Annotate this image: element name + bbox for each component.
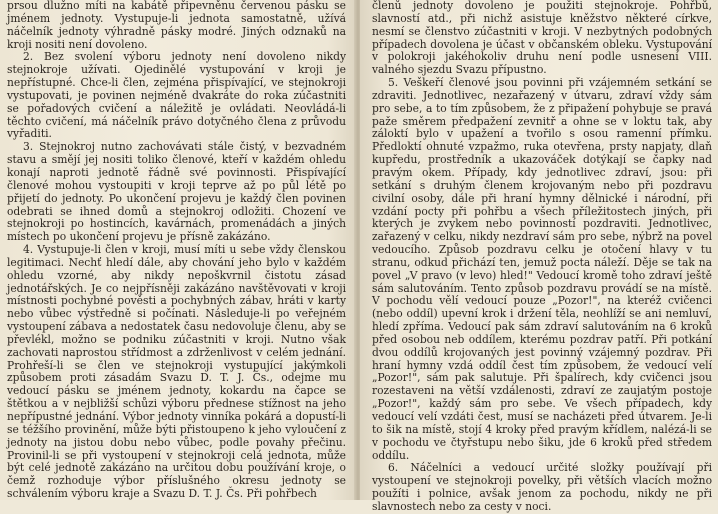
left-paragraph-4: 4. Vystupuje-li člen v kroji, musí míti u sebe vždy členskou legitimaci. Nechť hledí dále, aby chování jeho bylo v každém ohledu vzorné, aby nikdy nepoškvrnil čistotu zásad jednotářských. Je co nejpřísněji zakázáno navštěvovati v kroji místnosti pochybné pověsti a pochybných zábav, hráti v karty nebo vůbec výstředně si počínati. Následuje-li po veřejném vystoupení zábava a nedostatek času nedovoluje členu, aby se převlékl, možno se podniku zúčastniti v kroji. Nutno však zachovati naprostou střídmost a zdrženlivost v celém jednání. Prohřeší-li se člen ve stejnokroji vystupující jakýmkoli způsobem proti zásadám Svazu D. T. J. Čs., odejme mu vedoucí pásku se jménem jednoty, kokardu na čapce se štětkou a v nejbližší schůzi výboru přednese stížnost na jeho nepřípustné jednání. Výbor jednoty vinníka pokárá a dopustí-li se téžšího provinění, může býti přistoupeno k jeho vyloučení z jednoty na jistou dobu nebo vůbec, podle povahy přečinu. Provinil-li se při vystoupení v stejnokroji celá jednota, může být celé jednotě zakázáno na určitou dobu používání kroje, o čemž rozhoduje výbor příslušného okresu jednoty se schválením výboru kraje a Svazu D. T. J. Čs. Při pohřbech — [7, 243, 346, 501]
left-paragraph-3: 3. Stejnokroj nutno zachovávati stále čistý, v bezvadném stavu a smějí jej nositi toliko členové, kteří v každém ohledu konají naproti jednotě řádně své povinnosti. Přispívající členové mohou vystoupiti v kroji teprve až po půl létě po přijetí do jednoty. Po ukončení projevu je každý člen povinen odebrati se ihned domů a stejnokroj odložiti. Chození ve stejnokroji po hostincích, kavárnách, promenádách a jiných místech po ukončení projevu je přísně zakázáno. — [7, 140, 346, 244]
left-paragraph-continuation: prsou dlužno míti na kabátě připevněnu červenou pásku se jménem jednoty. Vystupuje-li jednota samostatně, užívá náčelník jednoty výhradně pásky modré. Jiných odznaků na kroji nositi není dovoleno. — [7, 0, 346, 51]
left-page — [0, 0, 356, 500]
right-paragraph-continuation: členů jednoty dovoleno je použiti stejnokroje. Pohřbů, slavností atd., při nichž asistuje kněžstvo některé církve, nesmí se členstvo zúčastniti v kroji. V nezbytných podobných případech dovolena je účast v občanském obleku. Vystupování v polokroji jakéhokoliv druhu není podle usnesení VIII. valného sjezdu Svazu přípustno. — [372, 0, 712, 77]
right-page — [360, 0, 718, 513]
left-paragraph-2: 2. Bez svolení výboru jednoty není dovoleno nikdy stejnokroje užívati. Ojedinělé vystupování v kroji je nepřístupné. Chce-li člen, zejména přispívající, ve stejnokroji vystupovati, je povinen nejméně dvakráte do roka zúčastniti se pořadových cvičení a náležitě je ovládati. Neovládá-li těchto cvičení, má náčelník právo dotyčného člena z průvodu vyřaditi. — [7, 50, 346, 141]
right-paragraph-5: 5. Veškeří členové jsou povinni při vzájemném setkání se zdraviti. Jednotlivec, nezařazený v útvaru, zdraví vždy sám pro sebe, a to tím způsobem, že z připažení pohybuje se pravá paže směrem předpažení zevnitř a ohne se v loktu tak, aby záloktí bylo v upažení a tvořilo s osou ramenní přímku. Předloktí ohnuté vzpažmo, ruka otevřena, prsty napjaty, dlaň kupředu, prostředník a ukazováček dotýkají se čapky nad pravým okem. Případy, kdy jednotlivec zdraví, jsou: při setkání s druhým členem krojovaným nebo při pozdravu civilní osoby, dále při hraní hymny dělnické i národní, při vzdání pocty při pohřbu a všech příležitostech jiných, při kterých je zvykem nebo povinností pozdraviti. Jednotlivec, zařazený v celku, nikdy nezdraví sám pro sebe, nýbrž na povel vedoucího. Způsob pozdravu celku je otočení hlavy v tu stranu, odkud přichází ten, jemuž pocta náleží. Děje se tak na povel „V pravo (v levo) hled!" Vedoucí kromě toho zdraví ještě sám salutováním. Tento způsob pozdravu provádí se na místě. V pochodu vělí vedoucí pouze „Pozor!", na kteréž cvičenci (nebo oddíl) upevní krok i držení těla, neohlíží se ani nemluví, hledí zpříma. Vedoucí pak sám zdraví salutováním na 6 kroků před osobou neb oddílem, kterému pozdrav patří. Při potkání dvou oddílů krojovaných jest povinný vzájemný pozdrav. Při hraní hymny vzdá oddíl čest tím způsobem, že vedoucí velí „Pozor!", sám pak salutuje. Při špalírech, kdy cvičenci jsou rozestaveni na větší vzdálenosti, zdraví ze zaujatým postoje „Pozor!", každý sám pro sebe. Ve všech případech, kdy vedoucí velí vzdáti čest, musí se nacházeti před útvarem. Je-li to šik na místě, stojí 4 kroky před pravým křídlem, nalézá-li se v pochodu ve čtyřstupu nebo šiku, jde 6 kroků před středem oddílu. — [372, 76, 712, 462]
right-paragraph-6: 6. Náčelníci a vedoucí určité složky používají při vystoupení ve stejnokroji povelky, při větších vlacích možno použíti i polnice, avšak jenom za pochodu, nikdy ne při slavnostech nebo za cesty v noci. — [372, 461, 712, 513]
